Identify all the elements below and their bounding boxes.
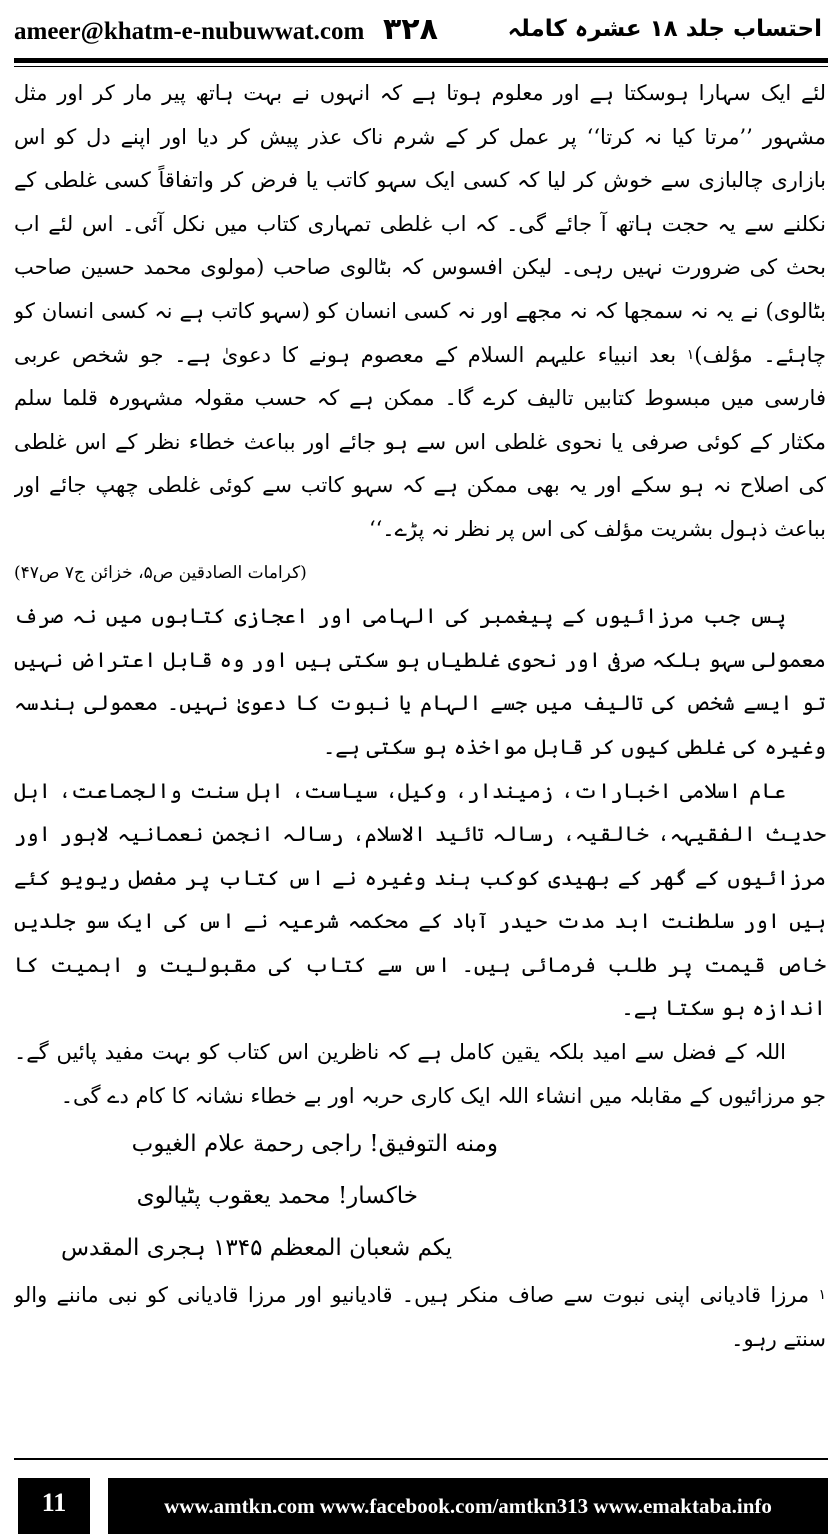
citation-line — [14, 552, 826, 596]
header-email: ameer@khatm-e-nubuwwat.com — [14, 18, 365, 45]
signature-line-2: خاکسار! محمد یعقوب پٹیالوی — [136, 1183, 418, 1210]
header-book-title: احتساب جلد ۱۸ عشرہ کاملہ — [507, 16, 822, 42]
signature-line-1: ومنه التوفيق! راجی رحمة علام الغيوب — [131, 1131, 498, 1158]
signature-line-3: یکم شعبان المعظم ۱۳۴۵ ہجری المقدس — [60, 1235, 452, 1262]
paragraph-quote — [14, 72, 826, 552]
page-body — [14, 72, 826, 1452]
footnote-text: مرزا قادیانی اپنی نبوت سے صاف منکر ہیں۔ قادیانیو اور مرزا قادیانی کو نبی ماننے والو سنتے رہو۔ — [14, 1283, 826, 1351]
page-header — [0, 0, 840, 58]
paragraph-4: اللہ کے فضل سے امید بلکہ یقین کامل ہے کہ ناظرین اس کتاب کو بہت مفید پائیں گے۔ جو مرزائیوں کے مقابلہ میں انشاء اللہ ایک کاری حربہ اور بے خطاء نشانہ کا کام دے گی۔ — [14, 1040, 826, 1108]
header-page-number: ۳۲۸ — [383, 12, 438, 47]
footer-links: www.amtkn.com www.facebook.com/amtkn313 www.emaktaba.info — [108, 1478, 828, 1534]
header-rule-thin — [14, 66, 828, 67]
footnote-number: ۱ — [818, 1287, 826, 1304]
footnote — [14, 1274, 826, 1361]
citation: (کرامات الصادقین ص۵، خزائن ج۷ ص۴۷) — [14, 562, 307, 583]
footer-page-number: 11 — [18, 1478, 90, 1534]
paragraph-2: پس جب مرزائیوں کے پیغمبر کی الہامی اور اعجازی کتابوں میں نہ صرف معمولی سہو بلکہ صرفی اور نحوی غلطیاں ہو سکتی ہیں اور وہ قابل اعتراض نہیں تو ایسے شخص کی تالیف میں جسے الہام یا نبوت کا دعویٰ نہیں۔ معمولی ہندسہ وغیرہ کی غلطی کیوں کر قابل مواخذہ ہو سکتی ہے۔ — [14, 604, 826, 759]
footer-rule — [14, 1458, 828, 1460]
paragraph-3: عام اسلامی اخبارات، زمیندار، وکیل، سیاست، اہل سنت والجماعت، اہل حدیث الفقیہہ، خالقیہ، رسالہ تائید الاسلام، رسالہ انجمن نعمانیہ لاہور اور مرزائیوں کے گھر کے بھیدی کوکب ہند وغیرہ نے اس کتاب پر مفصل ریویو کئے ہیں اور سلطنت ابد مدت حیدر آباد کے محکمہ شرعیہ نے اس کی ایک سو جلدیں خاص قیمت پر طلب فرمائی ہیں۔ اس سے کتاب کی مقبولیت و اہمیت کا اندازہ ہو سکتا ہے۔ — [14, 778, 826, 1021]
page-footer — [0, 1478, 840, 1534]
quote-text-part1: لئے ایک سہارا ہوسکتا ہے اور معلوم ہوتا ہے کہ انہوں نے بہت ہاتھ پیر مار کر اور مثل مشہور ’’مرتا کیا نہ کرتا‘‘ پر عمل کر کے شرم ناک عذر پیش کر دیا اور اپنے دل کو اس بازاری چالبازی سے خوش کر لیا کہ کسی ایک سہو کاتب یا فرض کر واتفاقاً کسی غلطی کے نکلنے سے یہ حجت ہاتھ آ جائے گی۔ کہ اب غلطی تمہاری کتاب میں نکل آئی۔ اس لئے اب بحث کی ضرورت نہیں رہی۔ لیکن افسوس کہ بٹالوی صاحب (مولوی محمد حسین صاحب بٹالوی) نے یہ نہ سمجھا کہ نہ مجھے اور نہ کسی انسان کو (سہو کاتب ہے نہ کسی انسان کو چاہئے۔ مؤلف) — [14, 81, 826, 367]
quote-text-part2: بعد انبیاء علیہم السلام کے معصوم ہونے کا دعویٰ ہے۔ جو شخص عربی فارسی میں مبسوط کتابیں تالیف کرے گا۔ ممکن ہے کہ حسب مقولہ مشہورہ قلما سلم مکثار کے کوئی صرفی یا نحوی غلطی اس سے ہو جائے اور بباعث خطاء نظر کے اس غلطی کی اصلاح نہ ہو سکے اور یہ بھی ممکن ہے کہ سہو کاتب سے کوئی غلطی چھپ جائے اور بباعث ذہول بشریت مؤلف کی اس پر نظر نہ پڑے۔‘‘ — [14, 342, 826, 541]
header-rule-thick — [14, 58, 828, 63]
footnote-marker: ۱ — [686, 346, 695, 363]
